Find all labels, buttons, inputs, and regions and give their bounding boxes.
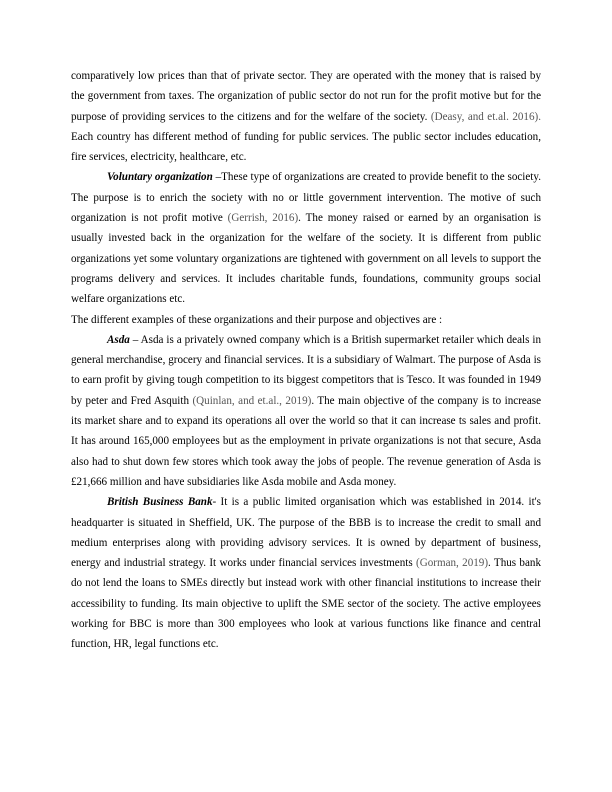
paragraph-british-business-bank bbox=[71, 492, 541, 654]
paragraph-text: . The money raised or earned by an organisation is usually invested back in the organization for the welfare of the society. It is different from public organizations yet some voluntary organizations are tightened with government on all levels to support the programs delivery and services. It includes charitable funds, foundations, community groups social welfare organizations etc. bbox=[71, 212, 541, 306]
paragraph-text: –These type of organizations are created to provide benefit to the society. The purpose is to enrich the society with no or little government intervention. The motive of such organization is not profit motive bbox=[71, 171, 541, 225]
paragraph-text: - It is a public limited organisation which was established in 2014. it's headquarter is situated in Sheffield, UK. The purpose of the BBB is to increase the credit to small and medium enterprises along with providing advisory services. It is owned by department of business, energy and industrial strategy. It works under financial services investments bbox=[71, 496, 542, 570]
paragraph-asda bbox=[71, 330, 541, 492]
paragraph-text: The different examples of these organizations and their purpose and objectives are : bbox=[71, 313, 443, 326]
term-heading: Asda bbox=[107, 333, 130, 346]
paragraph-text: . The main objective of the company is to increase its market share and to expand its operations all over the world so that it can increase ts sales and profit. It has around 165,000 employees but as the employment in private organizations is not that secure, Asda also had to shut down few stores which took away the jobs of people. The revenue generation of Asda is £21,666 million and have subsidiaries like Asda mobile and Asda money. bbox=[71, 394, 541, 488]
citation: (Deasy, and et.al. 2016). bbox=[430, 110, 541, 123]
term-heading: British Business Bank bbox=[107, 496, 213, 509]
citation: (Quinlan, and et.al., 2019) bbox=[192, 394, 312, 407]
citation: (Gerrish, 2016) bbox=[227, 212, 299, 225]
paragraph-text: . Thus bank do not lend the loans to SMEs directly but instead work with other financial institutions to increase their accessibility to funding. Its main objective to uplift the SME sector of the society. The active employees working for BBC is more than 300 employees who look at various functions like finance and central function, HR, legal functions etc. bbox=[71, 557, 542, 651]
citation: (Gorman, 2019) bbox=[416, 557, 489, 570]
body-text bbox=[71, 66, 541, 655]
paragraph-text: comparatively low prices than that of private sector. They are operated with the money that is raised by the government from taxes. The organization of public sector do not run for the profit motive but for the purpose of providing services to the citizens and for the welfare of the society. bbox=[71, 70, 541, 123]
paragraph-text: Each country has different method of funding for public services. The public sector includes education, fire services, electricity, healthcare, etc. bbox=[71, 130, 541, 164]
paragraph-voluntary-organization bbox=[71, 167, 541, 309]
paragraph-public-sector bbox=[71, 66, 541, 167]
paragraph-examples-intro bbox=[71, 310, 541, 330]
paragraph-text: – Asda is a privately owned company which is a British supermarket retailer which deals in general merchandise, grocery and financial services. It is a subsidiary of Walmart. The purpose of Asda is to earn profit by giving tough competition to its biggest competitors that is Tesco. It was founded in 1949 by peter and Fred Asquith bbox=[71, 333, 541, 407]
term-heading: Voluntary organization bbox=[107, 171, 213, 184]
